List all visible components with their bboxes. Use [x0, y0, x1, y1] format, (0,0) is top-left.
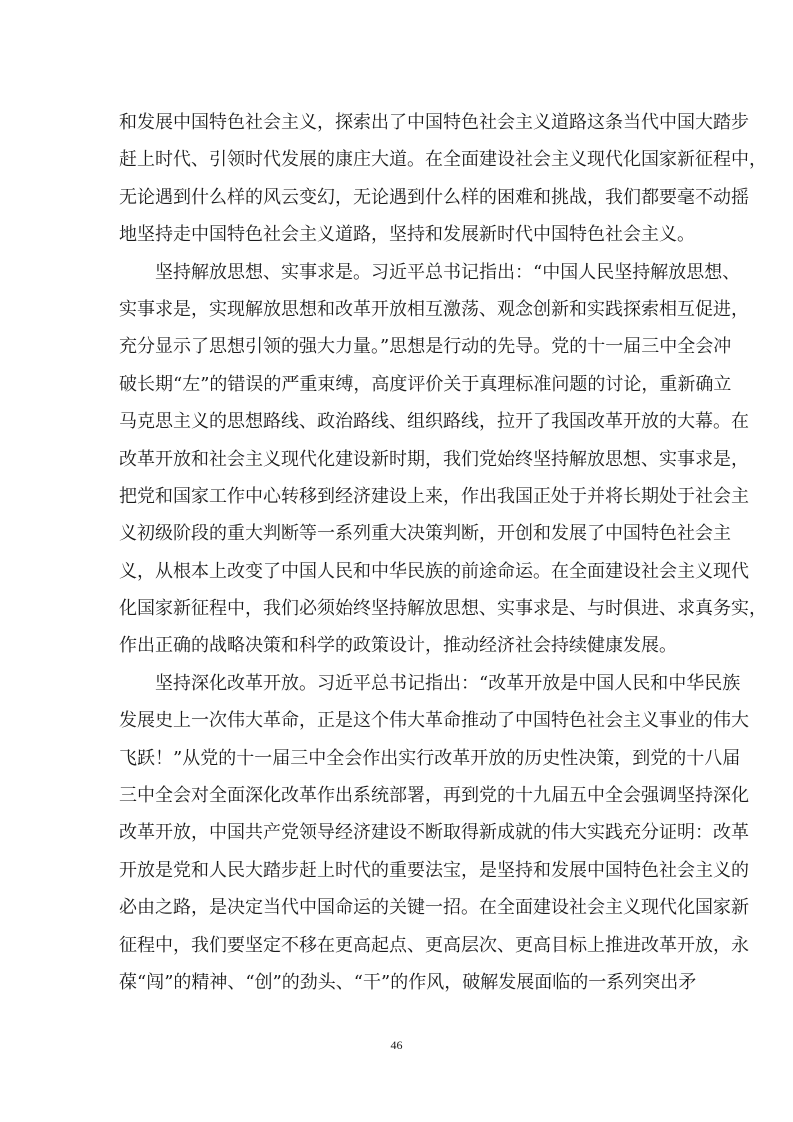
text-line: 改革开放和社会主义现代化建设新时期，我们党始终坚持解放思想、实事求是， [119, 448, 749, 470]
text-line: 义，从根本上改变了中国人民和中华民族的前途命运。在全面建设社会主义现代 [119, 560, 749, 582]
text-line: 无论遇到什么样的风云变幻，无论遇到什么样的困难和挑战，我们都要毫不动摇 [119, 186, 749, 208]
paragraph-first-line: 坚持解放思想、实事求是。习近平总书记指出：“中国人民坚持解放思想、 [155, 261, 741, 283]
text-line: 实事求是，实现解放思想和改革开放相互激荡、观念创新和实践探索相互促进， [119, 298, 749, 320]
text-line: 三中全会对全面深化改革作出系统部署，再到党的十九届五中全会强调坚持深化 [119, 785, 749, 807]
text-line: 和发展中国特色社会主义，探索出了中国特色社会主义道路这条当代中国大踏步 [119, 112, 749, 133]
text-line: 马克思主义的思想路线、政治路线、组织路线，拉开了我国改革开放的大幕。在 [119, 411, 749, 433]
page-number: 46 [390, 1038, 403, 1052]
text-line: 赶上时代、引领时代发展的康庄大道。在全面建设社会主义现代化国家新征程中， [119, 149, 767, 171]
text-line: 把党和国家工作中心转移到经济建设上来，作出我国正处于并将长期处于社会主 [119, 485, 749, 507]
text-line: 化国家新征程中，我们必须始终坚持解放思想、实事求是、与时俱进、求真务实， [119, 598, 767, 620]
text-line: 破长期“左”的错误的严重束缚，高度评价关于真理标准问题的讨论，重新确立 [119, 373, 732, 395]
text-line: 必由之路，是决定当代中国命运的关键一招。在全面建设社会主义现代化国家新 [119, 897, 749, 919]
text-line: 充分显示了思想引领的强大力量。”思想是行动的先导。党的十一届三中全会冲 [119, 336, 732, 358]
body-text [119, 104, 767, 1001]
text-line: 葆“闯”的精神、“创”的劲头、“干”的作风，破解发展面临的一系列突出矛 [119, 971, 697, 993]
text-line: 征程中，我们要坚定不移在更高起点、更高层次、更高目标上推进改革开放，永 [119, 934, 749, 956]
text-line: 作出正确的战略决策和科学的政策设计，推动经济社会持续健康发展。 [119, 635, 677, 657]
text-line: 地坚持走中国特色社会主义道路，坚持和发展新时代中国特色社会主义。 [119, 224, 695, 246]
text-line: 义初级阶段的重大判断等一系列重大决策判断，开创和发展了中国特色社会主 [119, 523, 731, 545]
paragraph-first-line: 坚持深化改革开放。习近平总书记指出：“改革开放是中国人民和中华民族 [155, 672, 741, 694]
text-line: 开放是党和人民大踏步赶上时代的重要法宝，是坚持和发展中国特色社会主义的 [119, 859, 749, 881]
text-line: 改革开放，中国共产党领导经济建设不断取得新成就的伟大实践充分证明：改革 [119, 822, 749, 844]
text-line: 飞跃！”从党的十一届三中全会作出实行改革开放的历史性决策，到党的十八届 [119, 747, 741, 769]
text-line: 发展史上一次伟大革命，正是这个伟大革命推动了中国特色社会主义事业的伟大 [119, 710, 749, 732]
